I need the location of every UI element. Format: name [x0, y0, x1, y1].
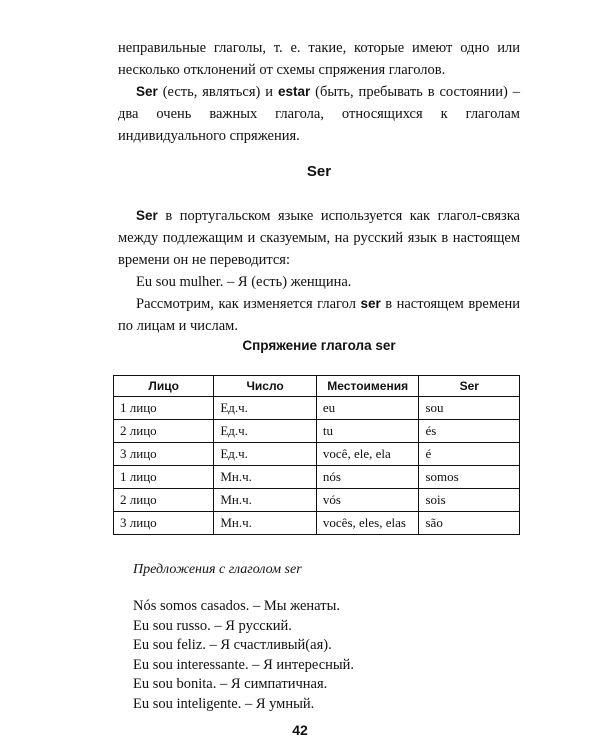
intro-ser-term: Ser	[136, 84, 158, 99]
table-row	[114, 466, 520, 489]
cell-ser-form: é	[419, 443, 520, 466]
cell-number: Мн.ч.	[214, 512, 317, 535]
cell-person: 3 лицо	[114, 512, 214, 535]
examples-list	[133, 597, 354, 714]
cell-person: 1 лицо	[114, 397, 214, 420]
body-paragraph-2	[118, 293, 520, 337]
intro-text	[118, 37, 520, 147]
cell-pronoun: você, ele, ela	[316, 443, 419, 466]
cell-ser-form: somos	[419, 466, 520, 489]
cell-pronoun: nós	[316, 466, 419, 489]
cell-pronoun: tu	[316, 420, 419, 443]
section-heading: Ser	[306, 163, 332, 180]
cell-ser-form: são	[419, 512, 520, 535]
body-p1-rest: в португальском языке используется как глагол-связка между подлежащим и сказуемым, на русский язык в настоящем времени он не переводится:	[118, 208, 520, 268]
table-row	[114, 512, 520, 535]
body-p2-part-a: Рассмотрим, как изменяется глагол	[136, 296, 361, 312]
example-sentence: Nós somos casados. – Мы женаты.	[133, 598, 340, 614]
header-ser: Ser	[419, 376, 520, 397]
header-person: Лицо	[114, 376, 214, 397]
body-p2-part-b: в настоящем времени по лицам и числам.	[118, 296, 520, 334]
example-sentence: Eu sou bonita. – Я симпатичная.	[133, 676, 328, 692]
cell-person: 2 лицо	[114, 489, 214, 512]
example-sentence: Eu sou feliz. – Я счастливый(ая).	[133, 637, 332, 653]
body-example: Eu sou mulher. – Я (есть) женщина.	[136, 274, 352, 290]
cell-person: 2 лицо	[114, 420, 214, 443]
cell-ser-form: és	[419, 420, 520, 443]
table-row	[114, 443, 520, 466]
cell-number: Мн.ч.	[214, 466, 317, 489]
cell-person: 3 лицо	[114, 443, 214, 466]
conjugation-table	[113, 375, 520, 535]
examples-title: Предложения с глаголом ser	[133, 562, 302, 577]
cell-ser-form: sou	[419, 397, 520, 420]
intro-p2-part-b: (быть, пребывать в состоянии) – два очень важных глагола, относящихся к глаголам индивидуального спряжения.	[118, 84, 520, 144]
example-sentence: Eu sou russo. – Я русский.	[133, 617, 292, 634]
example-sentence: Eu sou interessante. – Я интересный.	[133, 656, 355, 673]
body-ser-inline: ser	[360, 296, 381, 311]
cell-pronoun: eu	[316, 397, 419, 420]
table-row	[114, 489, 520, 512]
cell-number: Ед.ч.	[214, 443, 317, 466]
cell-person: 1 лицо	[114, 466, 214, 489]
cell-number: Ед.ч.	[214, 397, 317, 420]
cell-pronoun: vocês, eles, elas	[316, 512, 419, 535]
intro-paragraph-2	[118, 81, 520, 147]
page-number: 42	[292, 722, 308, 738]
cell-number: Мн.ч.	[214, 489, 317, 512]
intro-estar-term: estar	[277, 84, 311, 99]
header-number: Число	[214, 376, 317, 397]
body-text	[118, 205, 520, 337]
header-pronouns: Местоимения	[316, 376, 419, 397]
intro-paragraph-1: неправильные глаголы, т. е. такие, которые имеют одно или несколько отклонений от схемы спряжения глаголов.	[118, 40, 520, 78]
cell-number: Ед.ч.	[214, 420, 317, 443]
example-sentence: Eu sou inteligente. – Я умный.	[133, 695, 315, 712]
body-paragraph-1	[118, 205, 520, 271]
intro-p2-part-a: (есть, являться) и	[157, 84, 278, 100]
cell-pronoun: vós	[316, 489, 419, 512]
cell-ser-form: sois	[419, 489, 520, 512]
body-ser-term: Ser	[136, 208, 158, 223]
table-row	[114, 420, 520, 443]
table-header-row	[114, 376, 520, 397]
table-row	[114, 397, 520, 420]
table-title: Спряжение глагола ser	[242, 338, 396, 353]
